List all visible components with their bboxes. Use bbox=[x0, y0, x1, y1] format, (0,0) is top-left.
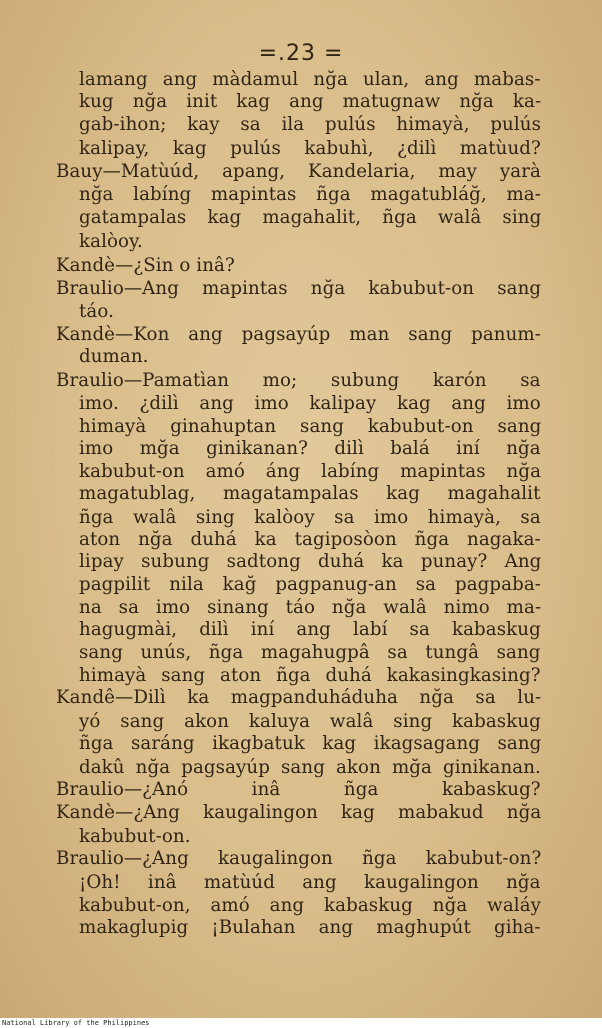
page-number: =.23 = bbox=[258, 41, 344, 66]
text-line: Braulio—Ang mapintas nğa kabubut-on sang bbox=[56, 278, 542, 299]
text-line: yó sang akon kaluya walâ sing kabaskug bbox=[79, 711, 541, 732]
text-line: kabubut-on. bbox=[79, 826, 191, 847]
text-line: sang unús, ñga magahugpâ sa tungâ sang bbox=[79, 642, 541, 663]
text-line: himayà sang aton ñga duhá kakasingkasing? bbox=[79, 665, 541, 686]
text-line: na sa imo sinang táo nğa walâ nimo ma- bbox=[79, 597, 542, 618]
text-line: magatublag, magatampalas kag magahalit bbox=[79, 483, 541, 504]
text-line: Kandè—¿Sin o inâ? bbox=[56, 255, 235, 276]
text-line: aton nğa duhá ka tagiposòon ñga nagaka- bbox=[79, 529, 541, 550]
text-line: Braulio—¿Anó inâ ñga kabaskug? bbox=[56, 779, 541, 800]
text-line: hagugmài, dilì iní ang labí sa kabaskug bbox=[79, 619, 541, 640]
text-line: imo. ¿dilì ang imo kalipay kag ang imo bbox=[79, 393, 541, 414]
library-footer: National Library of the Philippines bbox=[2, 1019, 150, 1027]
text-line: kabubut-on amó áng labíng mapintas nğa bbox=[79, 461, 542, 482]
text-line: imo mğa ginikanan? dilì balá iní nğa bbox=[79, 438, 541, 459]
text-line: Kandê—Dilì ka magpanduháduha nğa sa lu- bbox=[56, 687, 542, 708]
text-line: ñga walâ sing kalòoy sa imo himayà, sa bbox=[79, 507, 541, 528]
text-line: Kandè—¿Ang kaugalingon kag mabakud nğa bbox=[56, 802, 542, 823]
text-line: kabubut-on, amó ang kabaskug nğa waláy bbox=[79, 895, 542, 916]
text-line: ¡Oh! inâ matùúd ang kaugalingon nğa bbox=[79, 872, 541, 893]
text-line: makaglupig ¡Bulahan ang maghupút giha- bbox=[79, 917, 541, 938]
text-line: Braulio—¿Ang kaugalingon ñga kabubut-on? bbox=[56, 848, 542, 869]
text-line: lipay subung sadtong duhá ka punay? Ang bbox=[79, 551, 542, 572]
text-line: gatampalas kag magahalit, ñga walâ sing bbox=[79, 207, 542, 228]
text-line: kalòoy. bbox=[79, 231, 143, 252]
text-line: pagpilit nila kağ pagpanug-an sa pagpaba- bbox=[79, 574, 542, 595]
text-line: Bauy—Matùúd, apang, Kandelaria, may yarà bbox=[56, 161, 541, 182]
text-line: himayà ginahuptan sang kabubut-on sang bbox=[79, 416, 542, 437]
text-line: nğa labíng mapintas ñga magatubláğ, ma- bbox=[79, 184, 541, 205]
text-line: kalipay, kag pulús kabuhì, ¿dilì matùud? bbox=[79, 138, 541, 159]
text-line: dakû nğa pagsayúp sang akon mğa ginikanan. bbox=[79, 757, 541, 778]
text-line: lamang ang màdamul nğa ulan, ang mabas- bbox=[79, 69, 541, 90]
text-line: Braulio—Pamatìan mo; subung karón sa bbox=[56, 370, 541, 391]
text-line: táo. bbox=[79, 301, 114, 322]
text-line: Kandè—Kon ang pagsayúp man sang panum- bbox=[56, 324, 541, 345]
text-line: duman. bbox=[79, 346, 149, 367]
text-line: ñga saráng ikagbatuk kag ikagsagang sang bbox=[79, 733, 542, 754]
text-line: gab-ihon; kay sa ila pulús himayà, pulús bbox=[79, 114, 542, 135]
text-line: kug nğa init kag ang matugnaw nğa ka- bbox=[79, 91, 542, 112]
